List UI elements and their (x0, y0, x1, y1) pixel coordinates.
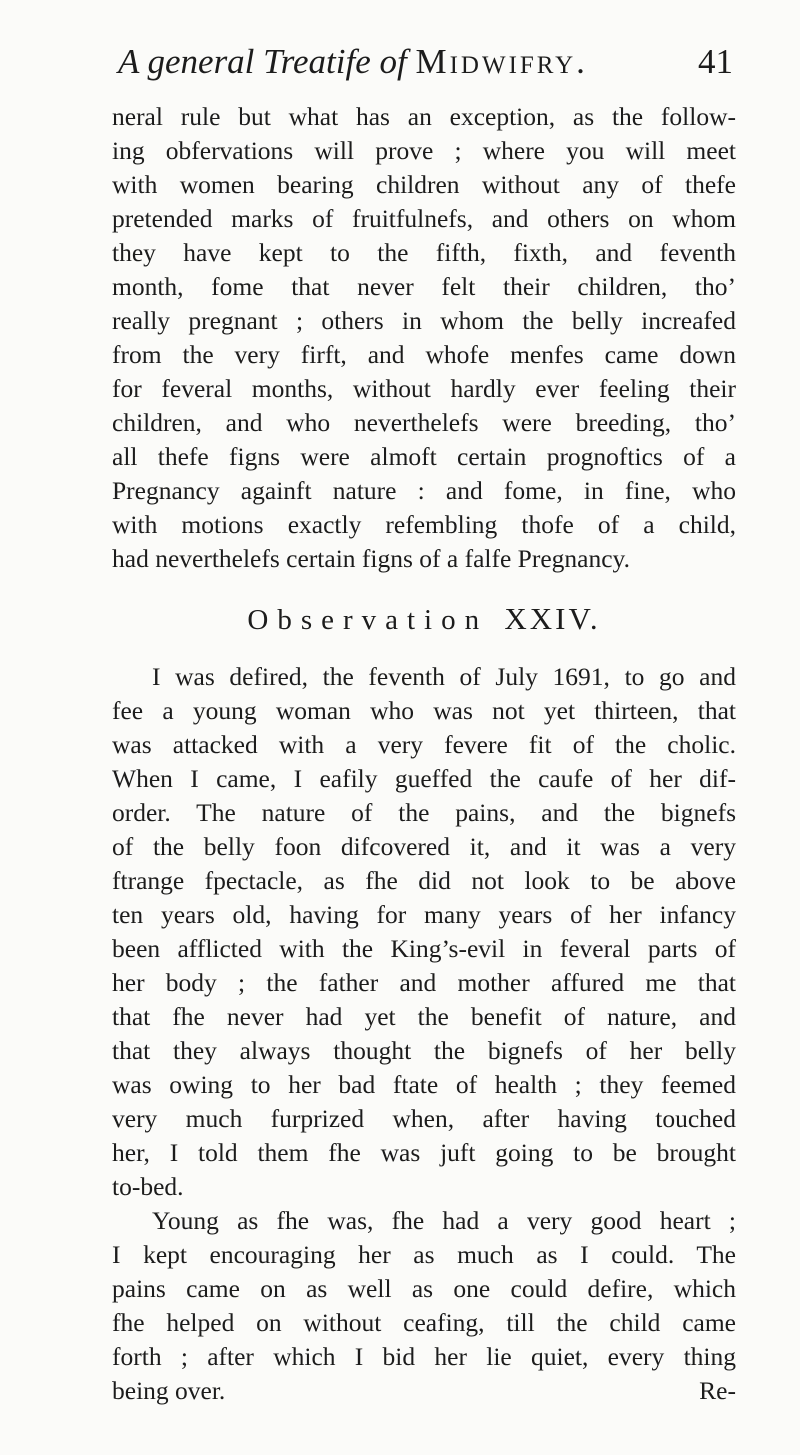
running-header (118, 40, 733, 84)
text-line: children, and who neverthelefs were breeding, tho’ (112, 408, 736, 437)
running-title-caps: Midwifry. (415, 42, 588, 81)
text-line: all thefe figns were almoft certain prognoftics of a (112, 442, 736, 471)
text-line: for feveral months, without hardly ever feeling their (112, 374, 736, 403)
text-line: with motions exactly refembling thofe of a child, (112, 510, 736, 539)
paragraph-continued (112, 100, 736, 576)
text-line: ing obfervations will prove ; where you will meet (112, 136, 736, 165)
text-line: being over. (112, 1376, 226, 1405)
text-line: to-bed. (112, 1172, 184, 1201)
page-number: 41 (698, 42, 733, 81)
text-line: really pregnant ; others in whom the belly increafed (112, 306, 736, 335)
heading-number: XXIV. (504, 601, 601, 636)
text-line: ten years old, having for many years of her infancy (112, 900, 736, 929)
text-line: they have kept to the fifth, fixth, and feventh (112, 238, 736, 267)
observation-heading (112, 596, 736, 642)
text-line: Young as fhe was, fhe had a very good heart ; (152, 1206, 736, 1235)
text-line: her body ; the father and mother affured me that (112, 968, 736, 997)
text-line: neral rule but what has an exception, as the follow- (112, 102, 736, 131)
text-line: forth ; after which I bid her lie quiet, every thing (112, 1342, 736, 1371)
text-line: fee a young woman who was not yet thirteen, that (112, 696, 736, 725)
text-line: Pregnancy againft nature : and fome, in fine, who (112, 476, 736, 505)
text-line: been afflicted with the King’s-evil in feveral parts of (112, 934, 736, 963)
text-line: was owing to her bad ftate of health ; they feemed (112, 1070, 736, 1099)
heading-word: Observation (247, 604, 489, 636)
text-line: month, fome that never felt their children, tho’ (112, 272, 736, 301)
text-line: fhe helped on without ceafing, till the child came (112, 1308, 736, 1337)
text-line: of the belly foon difcovered it, and it was a very (112, 832, 736, 861)
text-line: that fhe never had yet the benefit of nature, and (112, 1002, 736, 1031)
running-title: A general Treatife of (118, 42, 407, 81)
text-line: I was defired, the feventh of July 1691, to go and (152, 662, 736, 691)
last-line (112, 1374, 736, 1408)
text-line: pains came on as well as one could defire, which (112, 1274, 736, 1303)
body-text (112, 100, 736, 1408)
text-line: When I came, I eafily gueffed the caufe of her dif- (112, 764, 736, 793)
catchword: Re- (699, 1376, 736, 1405)
text-line: with women bearing children without any of thefe (112, 170, 736, 199)
text-line: had neverthelefs certain figns of a falfe Pregnancy. (112, 544, 631, 573)
text-line: very much furprized when, after having touched (112, 1104, 736, 1133)
text-line: from the very firft, and whofe menfes came down (112, 340, 736, 369)
text-line: order. The nature of the pains, and the bignefs (112, 798, 736, 827)
text-line: her, I told them fhe was juft going to be brought (112, 1138, 736, 1167)
text-line: was attacked with a very fevere fit of the cholic. (112, 730, 736, 759)
observation-text (112, 660, 736, 1408)
text-line: pretended marks of fruitfulnefs, and others on whom (112, 204, 736, 233)
text-line: that they always thought the bignefs of her belly (112, 1036, 736, 1065)
text-line: I kept encouraging her as much as I could. The (112, 1240, 736, 1269)
text-line: ftrange fpectacle, as fhe did not look to be above (112, 866, 736, 895)
